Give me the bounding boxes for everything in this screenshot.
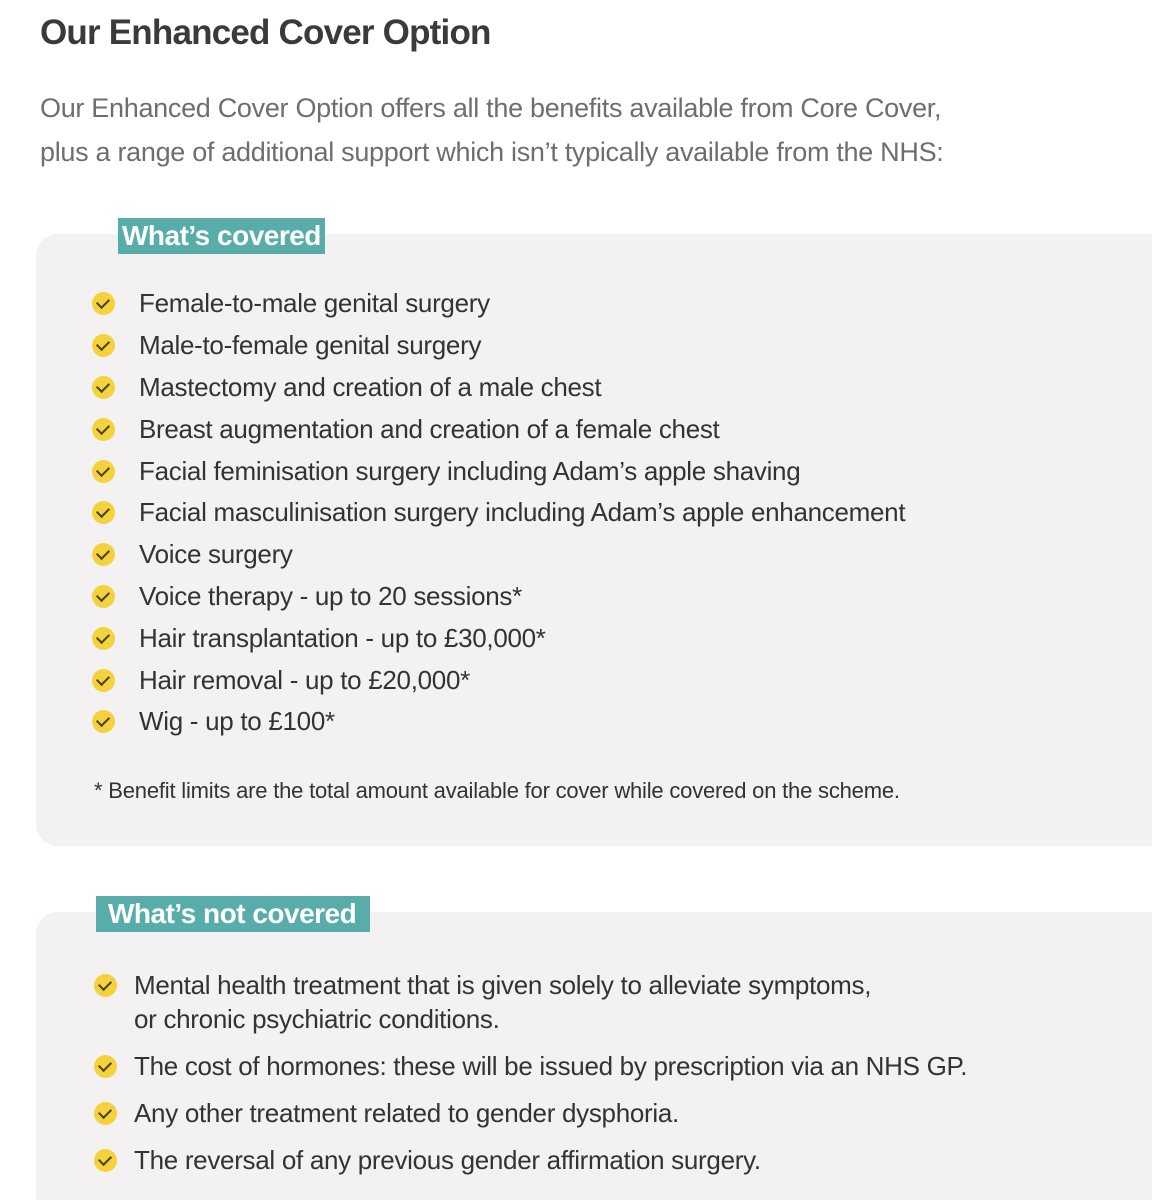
covered-item-label: Mastectomy and creation of a male chest [139,371,602,402]
covered-item [92,534,905,576]
intro-paragraph [40,86,1140,174]
check-icon [92,418,115,441]
covered-item-label: Facial masculinisation surgery including Adam’s apple enhancement [139,497,906,528]
intro-line-1: Our Enhanced Cover Option offers all the benefits available from Core Cover, [40,93,942,123]
covered-item-label: Voice surgery [139,539,293,570]
covered-item-label: Breast augmentation and creation of a female chest [139,413,720,444]
covered-item-label: Hair transplantation - up to £30,000* [139,622,546,653]
not-covered-item-line: or chronic psychiatric conditions. [134,1004,500,1034]
not-covered-item-text [134,1143,761,1177]
covered-item-label: Female-to-male genital surgery [139,288,490,319]
not-covered-item-line: The cost of hormones: these will be issued by prescription via an NHS GP. [134,1051,968,1081]
covered-item [92,492,905,534]
covered-item-label: Facial feminisation surgery including Adam’s apple shaving [139,455,801,486]
not-covered-item [94,968,967,1036]
not-covered-item [94,1096,967,1130]
covered-list [92,283,905,743]
not-covered-item-line: Mental health treatment that is given solely to alleviate symptoms, [134,970,872,1000]
covered-label: What’s covered [118,218,325,254]
covered-item-label: Male-to-female genital surgery [139,330,482,361]
covered-item [92,450,905,492]
covered-item-label: Wig - up to £100* [139,706,335,737]
not-covered-item [94,1143,967,1177]
not-covered-item-text [134,1096,679,1130]
covered-item [92,617,905,659]
covered-item [92,408,905,450]
not-covered-item [94,1049,967,1083]
covered-item [92,367,905,409]
check-icon [92,334,115,357]
check-icon [92,460,115,483]
check-icon [92,376,115,399]
not-covered-list [94,968,967,1190]
check-icon [92,501,115,524]
covered-item-label: Hair removal - up to £20,000* [139,664,470,695]
check-icon [92,710,115,733]
check-icon [94,1102,117,1125]
check-icon [92,585,115,608]
not-covered-item-text [134,968,871,1036]
check-icon [92,627,115,650]
covered-item [92,576,905,618]
covered-item [92,325,905,367]
check-icon [94,974,117,997]
not-covered-label: What’s not covered [96,896,370,932]
check-icon [92,669,115,692]
covered-item [92,283,905,325]
not-covered-item-line: Any other treatment related to gender dysphoria. [134,1098,679,1128]
check-icon [94,1149,117,1172]
check-icon [92,292,115,315]
benefit-limits-footnote: * Benefit limits are the total amount available for cover while covered on the scheme. [94,778,900,803]
not-covered-item-line: The reversal of any previous gender affirmation surgery. [134,1145,761,1175]
not-covered-item-text [134,1049,967,1083]
check-icon [94,1055,117,1078]
check-icon [92,543,115,566]
page-title: Our Enhanced Cover Option [40,13,491,52]
covered-item [92,659,905,701]
intro-line-2: plus a range of additional support which isn’t typically available from the NHS: [40,137,944,167]
covered-item-label: Voice therapy - up to 20 sessions* [139,580,522,611]
covered-item [92,701,905,743]
